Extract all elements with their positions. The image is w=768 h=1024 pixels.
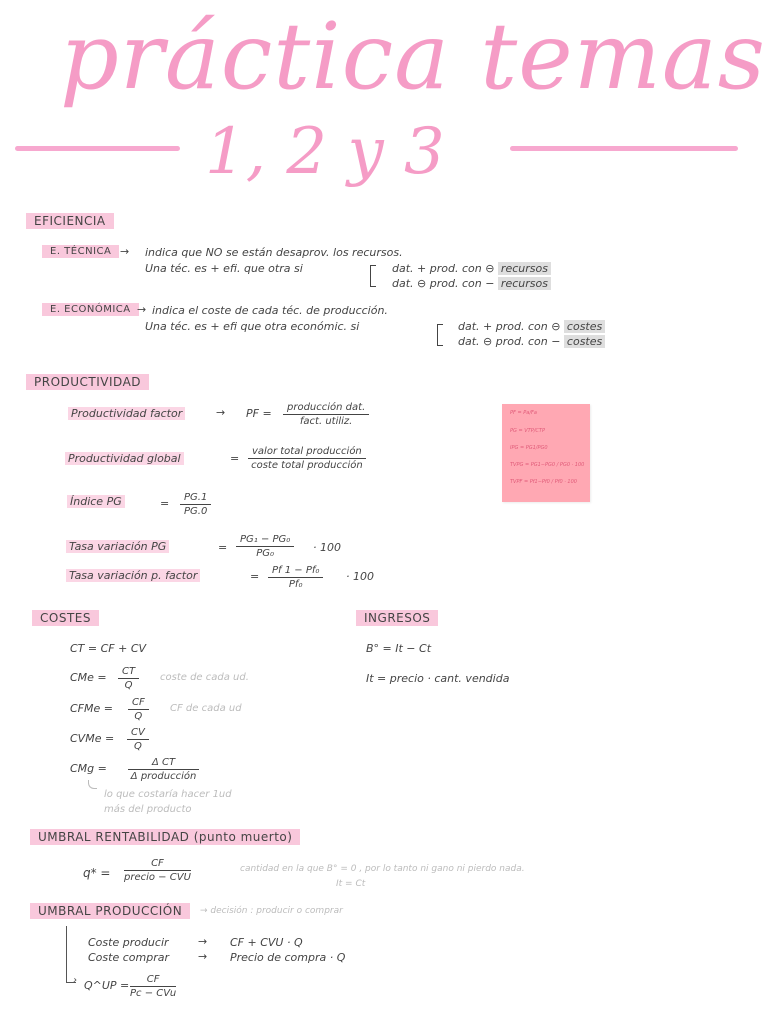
pg-label: Productividad global [65,452,184,465]
economica-case1-highlight: costes [564,320,605,333]
cfme-note: CF de cada ud [170,703,242,714]
cfme-fraction [128,697,149,722]
tecnica-case2 [392,277,551,290]
pg-eq: = [230,452,240,465]
pg-denominator: coste total producción [251,460,363,471]
coste-producir-arrow: → [198,935,208,948]
tecnica-case1-text: dat. + prod. con ⊖ [392,262,495,275]
cmg-denominator: Δ producción [130,771,197,782]
q-star-note2: It = Ct [336,879,366,889]
q-up-label: Q^UP = [84,979,130,992]
section-heading-ingresos: INGRESOS [356,610,438,626]
tvpg-numerator: PG₁ − PG₀ [236,534,294,547]
section-heading-eficiencia: EFICIENCIA [26,213,114,229]
tecnica-arrow: → [120,245,130,258]
page-title: práctica temas [60,3,766,110]
ipg-fraction [180,492,211,517]
coste-producir-value: CF + CVU · Q [230,936,303,949]
cmg-numerator: Δ CT [128,757,199,770]
cme-denominator: Q [124,680,133,691]
economica-brace [437,324,443,346]
q-star-numerator: CF [124,858,191,871]
coste-producir-label: Coste producir [88,936,169,949]
cmg-note-hook [88,780,97,789]
tvpf-label: Tasa variación p. factor [66,569,200,582]
tvpg-denominator: PG₀ [256,548,275,559]
economica-line1: indica el coste de cada téc. de producción. [152,304,388,317]
tvpf-numerator: Pf 1 − Pf₀ [268,565,323,578]
section-heading-umbral-rentabilidad: UMBRAL RENTABILIDAD (punto muerto) [30,829,300,845]
ipg-denominator: PG.0 [184,506,208,517]
tecnica-label: E. TÉCNICA [42,245,119,258]
sticky-line-1: PF = Pa/Fa [510,410,537,416]
q-star-label: q* = [83,866,111,880]
q-up-fraction [130,974,176,999]
pf-denominator: fact. utiliz. [299,416,353,427]
umbral-produccion-note: → decisión : producir o comprar [200,906,343,916]
q-star-note1: cantidad en la que B° = 0 , por lo tanto ni gano ni pierdo nada. [240,864,525,874]
beneficio-formula: B° = It − Ct [366,642,432,655]
q-up-denominator: Pc − CVu [130,988,177,999]
q-up-numerator: CF [130,974,176,987]
q-star-denominator: precio − CVU [124,872,191,883]
tecnica-case2-text: dat. ⊖ prod. con − [392,277,495,290]
sticky-line-2: PG = VTP/CTP [510,428,545,434]
cme-label: CMe = [70,671,107,684]
cmg-label: CMg = [70,762,107,775]
economica-case1 [458,320,605,333]
cvme-fraction [127,727,149,752]
tvpg-eq: = [218,541,228,554]
tvpf-denominator: Pf₀ [288,579,303,590]
cvme-numerator: CV [127,727,149,740]
pf-numerator: producción dat. [283,402,369,415]
tecnica-case2-highlight: recursos [498,277,551,290]
page-subtitle: 1, 2 y 3 [205,115,445,189]
pf-fraction [283,402,369,427]
tecnica-case1 [392,262,551,275]
coste-comprar-label: Coste comprar [88,951,169,964]
economica-case2 [458,335,605,348]
cmg-note-line2: más del producto [104,804,192,815]
pf-label: Productividad factor [68,407,185,420]
cme-note: coste de cada ud. [160,672,249,683]
section-heading-costes: COSTES [32,610,99,626]
cfme-label: CFMe = [70,702,113,715]
umbral-produccion-bracket [66,926,67,982]
title-divider-right [510,146,738,151]
cvme-denominator: Q [133,741,142,752]
pg-numerator: valor total producción [248,446,366,459]
ipg-numerator: PG.1 [180,492,211,505]
it-formula: It = precio · cant. vendida [366,672,510,685]
pg-fraction [248,446,366,471]
sticky-note [502,404,590,502]
coste-comprar-arrow: → [198,950,208,963]
tecnica-line2: Una téc. es + efi. que otra si [145,262,303,275]
tvpg-fraction [236,534,294,559]
tvpf-mult: · 100 [346,570,374,583]
economica-case2-text: dat. ⊖ prod. con − [458,335,561,348]
economica-case1-text: dat. + prod. con ⊖ [458,320,561,333]
cme-fraction [118,666,139,691]
cmg-note-line1: lo que costaría hacer 1ud [104,789,232,800]
economica-arrow: → [137,303,147,316]
tecnica-line1: indica que NO se están desaprov. los recursos. [145,246,403,259]
sticky-line-4: TVPG = PG1−PG0 / PG0 · 100 [510,462,585,468]
ipg-eq: = [160,497,170,510]
cfme-numerator: CF [128,697,149,710]
pf-eq: PF = [246,407,272,420]
sticky-line-3: IPG = PG1/PG0 [510,445,548,451]
tecnica-case1-highlight: recursos [498,262,551,275]
economica-case2-highlight: costes [564,335,605,348]
ct-formula: CT = CF + CV [70,642,147,655]
tvpg-mult: · 100 [313,541,341,554]
tvpf-eq: = [250,570,260,583]
cfme-denominator: Q [134,711,143,722]
tecnica-brace [370,265,376,287]
sticky-line-5: TVPF = Pf1−Pf0 / Pf0 · 100 [510,479,577,485]
cmg-fraction [128,757,199,782]
coste-comprar-value: Precio de compra · Q [230,951,346,964]
cme-numerator: CT [118,666,139,679]
pf-arrow: → [216,406,226,419]
q-star-fraction [124,858,191,883]
section-heading-productividad: PRODUCTIVIDAD [26,374,149,390]
economica-label: E. ECONÓMICA [42,303,139,316]
ipg-label: Índice PG [67,495,125,508]
tvpf-fraction [268,565,323,590]
section-heading-umbral-produccion: UMBRAL PRODUCCIÓN [30,903,190,919]
umbral-produccion-arrowhead: › [73,975,77,986]
economica-line2: Una téc. es + efi que otra económic. si [145,320,360,333]
cvme-label: CVMe = [70,732,115,745]
tvpg-label: Tasa variación PG [66,540,169,553]
title-divider-left [15,146,180,151]
